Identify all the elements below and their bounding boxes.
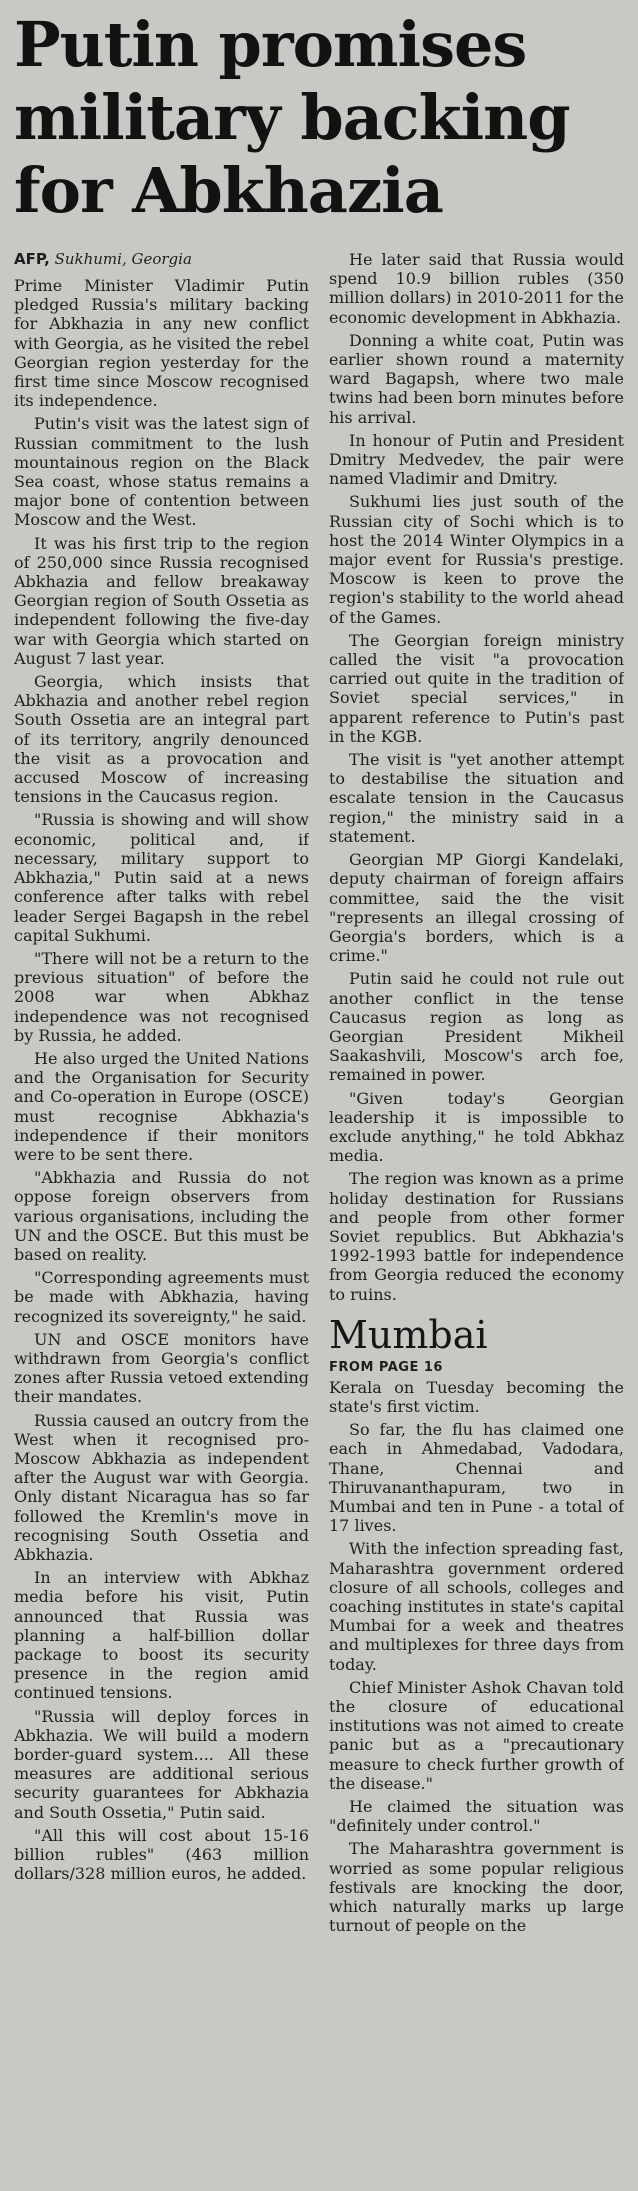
paragraph: "Russia is showing and will show economic, political and, if necessary, military support to Abkhazia," Putin said at a news conference after talks with rebel leader Sergei Bagapsh in the rebel capital Sukhumi. xyxy=(14,810,309,945)
paragraph: "Given today's Georgian leadership it is impossible to exclude anything," he told Abkhaz media. xyxy=(329,1088,624,1166)
headline xyxy=(14,8,624,227)
mumbai-body xyxy=(329,1378,624,1936)
paragraph: "All this will cost about 15-16 billion rubles" (463 million dollars/328 million euros, he added. xyxy=(14,1825,309,1884)
headline-line-2: military backing xyxy=(14,81,570,154)
paragraph: The Georgian foreign ministry called the visit "a provocation carried out quite in the tradition of Soviet special services," in apparent reference to Putin's past in the KGB. xyxy=(329,630,624,746)
from-page-label: FROM PAGE 16 xyxy=(329,1359,443,1375)
paragraph: Prime Minister Vladimir Putin pledged Russia's military backing for Abkhazia in any new conflict with Georgia, as he visited the rebel Georgian region yesterday for the first time since Moscow recognised its independence. xyxy=(14,276,309,411)
paragraph: "Russia will deploy forces in Abkhazia. We will build a modern border-guard system.... All these measures are additional serious security guarantees for Abkhazia and South Ossetia," Putin said. xyxy=(14,1706,309,1822)
byline-agency: AFP, xyxy=(14,250,50,268)
paragraph: In an interview with Abkhaz media before his visit, Putin announced that Russia was planning a half-billion dollar package to boost its security presence in the region amid continued tensions. xyxy=(14,1568,309,1703)
paragraph: Georgia, which insists that Abkhazia and another rebel region South Ossetia are an integral part of its territory, angrily denounced the visit as a provocation and accused Moscow of increasing tensions in the Caucasus region. xyxy=(14,672,309,807)
paragraph: Russia caused an outcry from the West when it recognised pro-Moscow Abkhazia as independent after the August war with Georgia. Only distant Nicaragua has so far followed the Kremlin's move in recognising South Ossetia and Abkhazia. xyxy=(14,1410,309,1564)
paragraph: It was his first trip to the region of 250,000 since Russia recognised Abkhazia and fellow breakaway Georgian region of South Ossetia as independent following the five-day war with Georgia which started on August 7 last year. xyxy=(14,533,309,668)
paragraph: Sukhumi lies just south of the Russian city of Sochi which is to host the 2014 Winter Olympics in a major event for Russia's prestige. Moscow is keen to prove the region's stability to the world ahead of the Games. xyxy=(329,492,624,627)
paragraph: "There will not be a return to the previous situation" of before the 2008 war when Abkhaz independence was not recognised by Russia, he added. xyxy=(14,948,309,1045)
paragraph: "Abkhazia and Russia do not oppose foreign observers from various organisations, including the UN and the OSCE. But this must be based on reality. xyxy=(14,1168,309,1264)
paragraph: "Corresponding agreements must be made with Abkhazia, having recognized its sovereignty," he said. xyxy=(14,1268,309,1326)
paragraph: So far, the flu has claimed one each in Ahmedabad, Vadodara, Thane, Chennai and Thiruvananthapuram, two in Mumbai and ten in Pune - a total of 17 lives. xyxy=(329,1420,624,1536)
left-column-body xyxy=(14,276,309,1883)
paragraph: Kerala on Tuesday becoming the state's first victim. xyxy=(329,1377,624,1416)
paragraph: Putin's visit was the latest sign of Russian commitment to the lush mountainous region on the Black Sea coast, whose status remains a major bone of contention between Moscow and the West. xyxy=(14,414,309,530)
paragraph: The region was known as a prime holiday destination for Russians and people from other former Soviet republics. But Abkhazia's 1992-1993 battle for independence from Georgia reduced the economy to ruins. xyxy=(329,1169,624,1304)
paragraph: Putin said he could not rule out another conflict in the tense Caucasus region as long as Georgian President Mikheil Saakashvili, Moscow's arch foe, remained in power. xyxy=(329,969,624,1085)
paragraph: He later said that Russia would spend 10.9 billion rubles (350 million dollars) in 2010-2011 for the economic development in Abkhazia. xyxy=(329,250,624,327)
byline xyxy=(14,250,309,268)
byline-place: Sukhumi, Georgia xyxy=(54,250,192,268)
left-column xyxy=(14,250,309,2191)
mumbai-headline: Mumbai xyxy=(329,1312,488,1357)
paragraph: Chief Minister Ashok Chavan told the closure of educational institutions was not aimed to create panic but as a "precautionary measure to check further growth of the disease." xyxy=(329,1677,624,1793)
paragraph: With the infection spreading fast, Maharashtra government ordered closure of all schools, colleges and coaching institutes in state's capital Mumbai for a week and theatres and multiplexes for three days from today. xyxy=(329,1539,624,1674)
paragraph: Donning a white coat, Putin was earlier shown round a maternity ward Bagapsh, where two male twins had been born minutes before his arrival. xyxy=(329,330,624,427)
headline-line-3: for Abkhazia xyxy=(14,154,443,227)
paragraph: The visit is "yet another attempt to destabilise the situation and escalate tension in the Caucasus region," the ministry said in a statement. xyxy=(329,750,624,846)
paragraph: In honour of Putin and President Dmitry Medvedev, the pair were named Vladimir and Dmitry. xyxy=(329,430,624,489)
right-column-body xyxy=(329,250,624,1304)
paragraph: Georgian MP Giorgi Kandelaki, deputy chairman of foreign affairs committee, said the the visit "represents an illegal crossing of Georgia's borders, which is a crime." xyxy=(329,850,624,966)
right-column xyxy=(329,250,624,2191)
headline-line-1: Putin promises xyxy=(14,8,527,81)
paragraph: The Maharashtra government is worried as some popular religious festivals are knocking the door, which naturally marks up large turnout of people on the xyxy=(329,1839,624,1936)
paragraph: He claimed the situation was "definitely under control." xyxy=(329,1797,624,1836)
paragraph: He also urged the United Nations and the Organisation for Security and Co-operation in Europe (OSCE) must recognise Abkhazia's independence if their monitors were to be sent there. xyxy=(14,1048,309,1164)
article-columns xyxy=(14,250,624,2191)
paragraph: UN and OSCE monitors have withdrawn from Georgia's conflict zones after Russia vetoed extending their mandates. xyxy=(14,1329,309,1407)
